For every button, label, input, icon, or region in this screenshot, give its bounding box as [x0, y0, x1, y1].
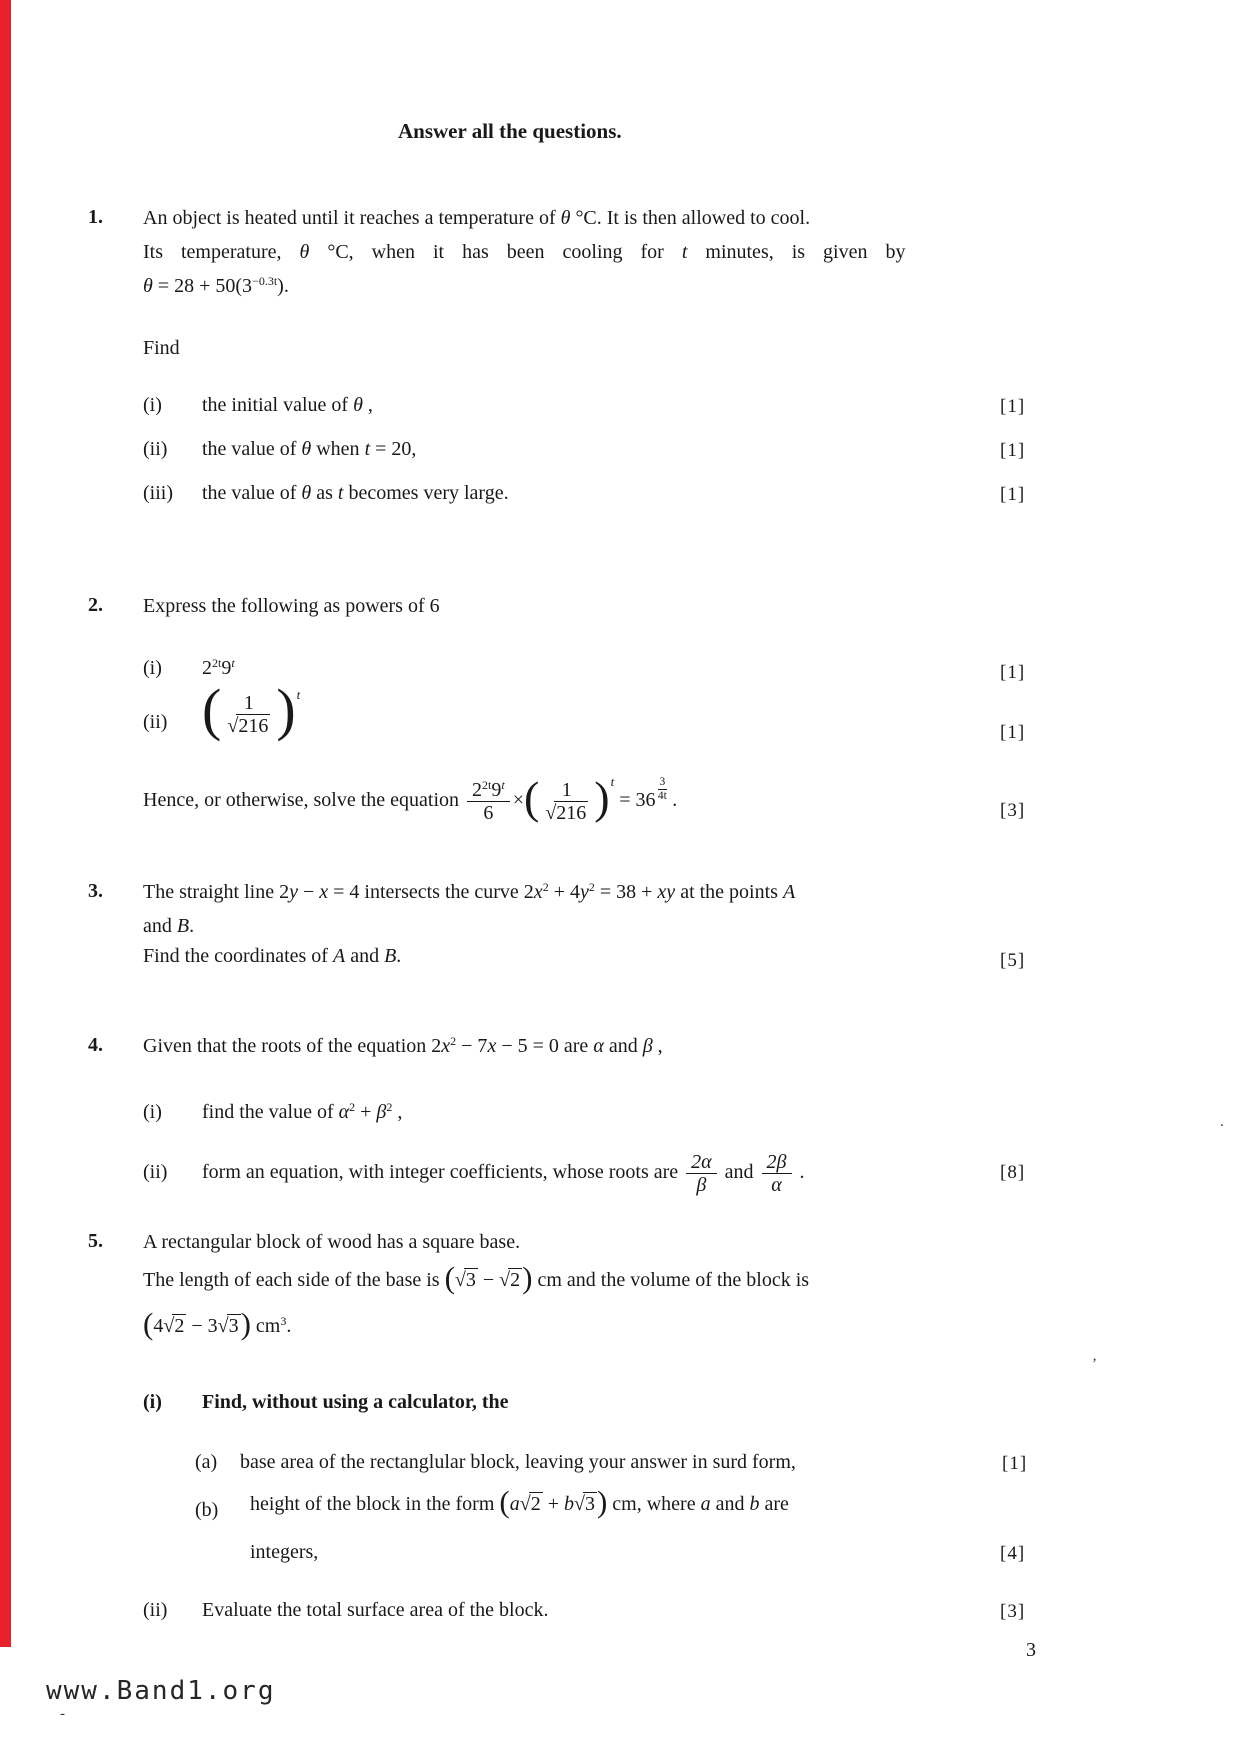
q3-line1 [143, 880, 1023, 905]
alpha-symbol: α [338, 1101, 350, 1123]
q1-line2 [143, 240, 943, 265]
text-run: . [794, 1161, 805, 1183]
text-run: and [603, 1035, 643, 1057]
radicand: 2 [510, 1269, 521, 1291]
q2-hence-equation [143, 772, 677, 830]
q4-marks: [8] [1000, 1162, 1026, 1183]
var-y: y [289, 881, 298, 903]
times-sign: × [512, 789, 524, 811]
fraction [467, 779, 510, 825]
radicand: 2 [530, 1493, 541, 1515]
text-run: . [286, 1315, 292, 1337]
sqrt-sign: √ [217, 1315, 228, 1337]
var-x: x [487, 1035, 497, 1057]
exponent: 2 [450, 1034, 457, 1048]
scan-speck: ’ [1092, 1356, 1097, 1372]
fraction-numerator: 3 [658, 776, 668, 790]
text-run: + [355, 1101, 377, 1123]
theta-symbol: θ [560, 207, 571, 229]
q5-part-b-text2: integers, [250, 1541, 319, 1563]
exponent-fraction [658, 776, 668, 803]
q1-part-iii-text [202, 481, 509, 506]
radicand: 2 [174, 1315, 185, 1337]
fraction-numerator: 2α [686, 1151, 717, 1174]
q3-line3 [143, 944, 401, 969]
text-run: . [396, 945, 402, 967]
fraction-denominator: 4t [657, 789, 667, 802]
math-run: − 7 [456, 1035, 488, 1057]
text-run: The length of each side of the base is [143, 1269, 445, 1291]
q5-line3 [143, 1308, 291, 1344]
fraction-denominator: 6 [483, 801, 494, 824]
q4-part-ii-label: (ii) [143, 1161, 168, 1183]
text-run: height of the block in the form [250, 1493, 500, 1515]
q1-part-ii-label: (ii) [143, 438, 168, 460]
right-paren: ) [240, 1306, 251, 1342]
fraction [762, 1151, 792, 1197]
text-run: , [392, 1101, 403, 1123]
theta-symbol: θ [143, 275, 153, 297]
radicand: 3 [228, 1315, 239, 1337]
exponent: 3 [280, 1314, 287, 1328]
sqrt-sign: √ [519, 1493, 530, 1515]
left-paren: ( [499, 1484, 510, 1520]
text-run: cm and the volume of the block is [532, 1269, 810, 1291]
math-run: 2 [431, 1035, 442, 1057]
math-run: = 38 + [594, 881, 658, 903]
theta-symbol: θ [299, 241, 310, 263]
left-paren: ( [523, 772, 540, 824]
point-B: B [176, 915, 190, 937]
text-run: intersects the curve [359, 881, 524, 903]
math-run: + [542, 1493, 564, 1515]
exponent: 2 [349, 1100, 356, 1114]
math-run: 2 [523, 881, 534, 903]
fraction-numerator: 1 [239, 692, 259, 715]
q3-marks: [5] [1000, 950, 1026, 971]
left-paren: ( [444, 1260, 455, 1296]
text-run: = 20, [370, 438, 417, 460]
beta-symbol: β [642, 1035, 653, 1057]
fraction-numerator: 1 [557, 779, 577, 802]
base: 9 [221, 657, 232, 679]
exponent: 2t [482, 777, 492, 792]
exponent: t [296, 687, 301, 702]
text-run: minutes, is given by [687, 241, 906, 263]
var-t: t [337, 482, 344, 504]
q1-formula [143, 274, 289, 299]
text-run: = 36 [614, 789, 656, 811]
theta-symbol: θ [301, 482, 312, 504]
radicand: 216 [238, 714, 269, 737]
point-A: A [332, 945, 346, 967]
var-t: t [364, 438, 371, 460]
q4-part-i-label: (i) [143, 1101, 162, 1123]
text-run: °C. It is then allowed to cool. [570, 207, 811, 229]
radicand: 3 [584, 1493, 595, 1515]
base: 9 [491, 778, 502, 801]
q5-line1: A rectangular block of wood has a square base. [143, 1231, 521, 1253]
text-run: °C, when it has been cooling for [309, 241, 682, 263]
var-a: a [700, 1493, 711, 1515]
q5-part-i-text: Find, without using a calculator, the [202, 1391, 509, 1413]
fraction-denominator: β [696, 1173, 707, 1196]
left-paren: ( [143, 1306, 154, 1342]
q5-part-a-text: base area of the rectanglular block, leaving your answer in surd form, [240, 1451, 796, 1473]
q4-part-ii-text [202, 1146, 805, 1198]
beta-symbol: β [376, 1101, 387, 1123]
text-run: Hence, or otherwise, solve the equation [143, 789, 465, 811]
base: 2 [472, 778, 483, 801]
q5-part-i-label: (i) [143, 1391, 162, 1413]
text-run: are [558, 1035, 594, 1057]
sqrt-sign: √ [163, 1315, 174, 1337]
text-run: becomes very large. [343, 482, 509, 504]
q5-part-ii-text: Evaluate the total surface area of the block. [202, 1599, 549, 1621]
math-run: − [477, 1269, 500, 1291]
q1-part-iii-label: (iii) [143, 482, 173, 504]
var-x: x [441, 1035, 451, 1057]
right-paren: ) [522, 1260, 533, 1296]
q4-number: 4. [88, 1034, 103, 1056]
sqrt-sign: √ [499, 1269, 510, 1291]
text-run: cm [250, 1315, 281, 1337]
math-run: − 3 [186, 1315, 218, 1337]
base: 2 [202, 657, 212, 679]
math-run: − 5 = 0 [496, 1035, 559, 1057]
q1-part-ii-marks: [1] [1000, 440, 1026, 461]
exponent: −0.3t [252, 274, 278, 288]
text-run: and [345, 945, 385, 967]
sqrt-sign: √ [545, 801, 556, 824]
q5-number: 5. [88, 1230, 103, 1252]
var-x: x [319, 881, 329, 903]
var-y: y [579, 881, 589, 903]
watermark-url: www.Band1.org [46, 1676, 276, 1706]
text-run: Find the coordinates of [143, 945, 333, 967]
q2-part-ii-label: (ii) [143, 711, 168, 733]
math-run: 2 [279, 881, 290, 903]
text-run: form an equation, with integer coefficients, whose roots are [202, 1161, 684, 1183]
page-number: 3 [1026, 1639, 1036, 1661]
text-run: and [710, 1493, 750, 1515]
var-x: x [533, 881, 543, 903]
text-run: when [311, 438, 365, 460]
text-run: the value of [202, 438, 302, 460]
q1-part-i-label: (i) [143, 394, 162, 416]
text-run: and [719, 1161, 759, 1183]
exponent: 2t [212, 656, 222, 670]
text-run: An object is heated until it reaches a temperature of [143, 207, 561, 229]
fraction [686, 1151, 717, 1197]
q5-line2 [143, 1262, 809, 1298]
sqrt-sign: √ [573, 1493, 584, 1515]
radicand: 3 [465, 1269, 476, 1291]
alpha-symbol: α [593, 1035, 604, 1057]
q1-part-ii-text [202, 437, 416, 462]
point-A: A [782, 881, 796, 903]
var-b: b [749, 1493, 760, 1515]
fraction-denominator: α [771, 1173, 782, 1196]
var-t: t [681, 241, 688, 263]
right-paren: ) [594, 772, 610, 824]
text-run: as [311, 482, 338, 504]
fraction-numerator [467, 779, 510, 802]
text-run: Its temperature, [143, 241, 300, 263]
q2-part-ii-expression [202, 677, 301, 744]
text-run: the value of [202, 482, 302, 504]
sqrt-sign: √ [454, 1269, 465, 1291]
text-run: ). [277, 275, 289, 297]
theta-symbol: θ [353, 394, 363, 416]
text-run: Given that the roots of the equation [143, 1035, 432, 1057]
text-run: . [189, 915, 195, 937]
math-run: 4 [153, 1315, 164, 1337]
sqrt-sign: √ [227, 714, 238, 737]
var-xy: xy [657, 881, 676, 903]
text-run: the initial value of [202, 394, 354, 416]
q2-part-i-marks: [1] [1000, 662, 1026, 683]
exponent: 2 [588, 880, 595, 894]
q1-part-i-text [202, 393, 373, 418]
q2-hence-marks: [3] [1000, 800, 1026, 821]
fraction-denominator [224, 715, 273, 737]
q5-part-b-marks: [4] [1000, 1543, 1026, 1564]
math-run: + 4 [548, 881, 580, 903]
text-run: are [759, 1493, 789, 1515]
left-edge-red-strip [0, 0, 11, 1647]
q1-line1 [143, 206, 810, 231]
math-run: = 4 [328, 881, 360, 903]
q2-part-ii-marks: [1] [1000, 722, 1026, 743]
text-run: and [143, 915, 177, 937]
text-run: The straight line [143, 881, 280, 903]
math-run: − [297, 881, 320, 903]
q1-part-i-marks: [1] [1000, 396, 1026, 417]
q5-part-b-text [250, 1484, 789, 1524]
right-paren: ) [596, 1484, 608, 1520]
q5-part-ii-label: (ii) [143, 1599, 168, 1621]
text-run: , [652, 1035, 663, 1057]
text-run: cm, where [607, 1493, 701, 1515]
text-run: , [362, 394, 373, 416]
exponent: 2 [386, 1100, 393, 1114]
text-run: = 28 + 50(3 [152, 275, 253, 297]
q1-part-iii-marks: [1] [1000, 484, 1026, 505]
scan-speck: . [1220, 1114, 1224, 1130]
exponent: 2 [542, 880, 549, 894]
exponent: t [610, 774, 615, 789]
var-b: b [563, 1493, 574, 1515]
theta-symbol: θ [301, 438, 312, 460]
q2-intro: Express the following as powers of 6 [143, 595, 440, 617]
scan-speck: - [60, 1706, 65, 1722]
fraction [542, 779, 591, 825]
right-paren: ) [276, 677, 296, 743]
exponent: t [231, 656, 235, 670]
text-run: . [667, 789, 678, 811]
q1-number: 1. [88, 206, 103, 228]
radicand: 216 [556, 801, 587, 824]
q5-part-a-marks: [1] [1002, 1453, 1028, 1474]
q4-part-i-text [202, 1100, 402, 1125]
page-title: Answer all the questions. [398, 119, 622, 143]
point-B: B [384, 945, 397, 967]
q3-number: 3. [88, 880, 103, 902]
left-paren: ( [202, 677, 222, 743]
exponent: t [501, 777, 505, 792]
fraction [224, 692, 273, 738]
var-a: a [509, 1493, 520, 1515]
fraction-numerator: 2β [762, 1151, 792, 1174]
fraction-denominator [542, 802, 591, 824]
q5-part-ii-marks: [3] [1000, 1601, 1026, 1622]
q2-part-i-label: (i) [143, 657, 162, 679]
text-run: find the value of [202, 1101, 339, 1123]
q1-find-label: Find [143, 337, 180, 359]
text-run: at the points [675, 881, 783, 903]
q2-number: 2. [88, 594, 103, 616]
q5-part-a-label: (a) [195, 1451, 218, 1473]
q4-line1 [143, 1034, 663, 1059]
q3-line2 [143, 914, 194, 939]
q5-part-b-label: (b) [195, 1499, 219, 1521]
